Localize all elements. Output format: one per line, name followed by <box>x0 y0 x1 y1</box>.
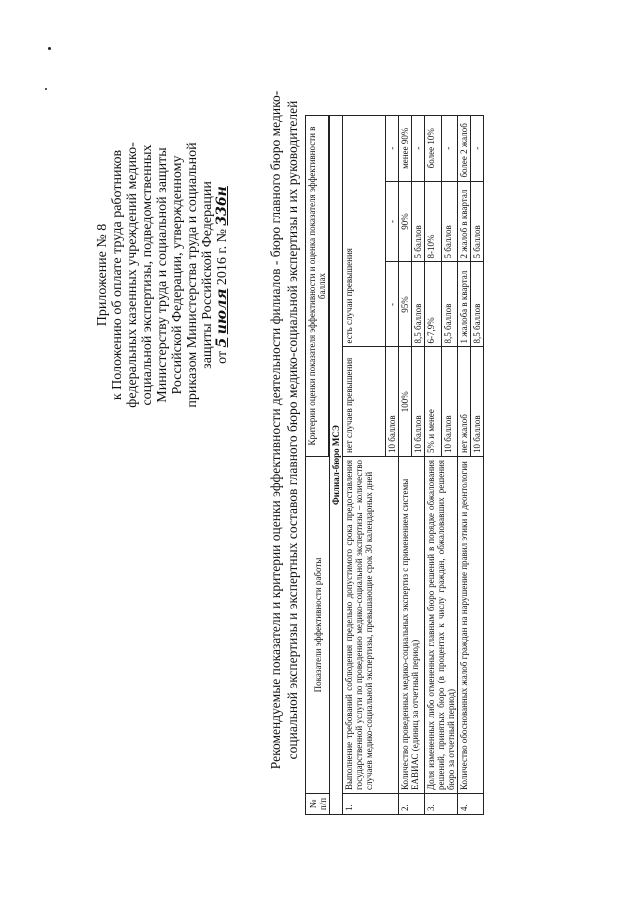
criterion-cell: есть случаи превышения <box>343 116 386 347</box>
kpi-table <box>305 115 484 815</box>
criterion-cell: 5% и менее <box>425 347 442 457</box>
score-cell: - <box>441 116 458 182</box>
appendix-text-line: приказом Министерства труда и социальной <box>185 142 200 408</box>
criterion-cell: 1 жалоба в квартал <box>458 262 471 347</box>
criterion-cell: 90% <box>399 181 412 262</box>
score-cell: 5 баллов <box>441 181 458 262</box>
header-indicator: Показатели эффективности работы <box>306 457 330 794</box>
criterion-cell: нет жалоб <box>458 347 471 457</box>
score-cell: 5 баллов <box>471 181 484 262</box>
row-num: 3. <box>425 794 458 815</box>
date-prefix: от <box>215 350 230 364</box>
title-line: Рекомендуемые показатели и критерии оценки эффективности деятельности филиалов - бюро главного бюро медико- <box>268 90 283 770</box>
row-num: 4. <box>458 794 484 815</box>
header-num: № п/п <box>306 794 330 815</box>
criterion-cell: более 2 жалоб <box>458 116 471 182</box>
order-number: 336н <box>214 186 230 226</box>
criterion-cell: 6-7,9% <box>425 262 442 347</box>
appendix-text-line: защиты Российской Федерации <box>200 181 215 369</box>
appendix-text-line: федеральных казенных учреждений медико- <box>125 142 140 408</box>
row-indicator: Доля измененных либо отмененных главным бюро решений в порядке обжалования решений, принятых бюро (в процентах к числу граждан, обжаловавших решения бюро за отчетный период) <box>425 457 458 794</box>
score-cell: 8,5 баллов <box>471 262 484 347</box>
date-month: июля <box>214 288 230 335</box>
criterion-cell: 100% <box>399 347 412 457</box>
appendix-number: Приложение № 8 <box>95 223 110 327</box>
section-title: Филиал-бюро МСЭ <box>330 116 343 815</box>
table-header-row <box>306 116 329 815</box>
row-indicator: Выполнение требований соблюдения предельно допустимого срока предоставления государственной услуги по проведению медико-социальной экспертизы – количество случаев медико-социальной экспертизы, превышающие срок 30 календарных дней <box>343 457 399 794</box>
header-criteria: Критерии оценки показателя эффективности и оценка показателя эффективности в баллах <box>306 116 329 457</box>
table-row <box>425 116 442 815</box>
row-num: 2. <box>399 794 425 815</box>
score-cell: - <box>386 116 399 182</box>
criterion-cell: более 10% <box>425 116 442 182</box>
row-indicator: Количество обоснованных жалоб граждан на нарушение правил этики и деонтологии <box>458 457 484 794</box>
appendix-text-line: Министерству труда и социальной защиты <box>155 147 170 403</box>
score-cell: - <box>386 181 399 262</box>
score-cell: 8,5 баллов <box>412 262 425 347</box>
title-line: социальной экспертизы и экспертных составов главного бюро медико-социальной экспертизы и их руководителей <box>285 100 300 760</box>
section-row <box>330 116 343 815</box>
score-cell: 10 баллов <box>441 347 458 457</box>
criterion-cell: менее 90% <box>399 116 412 182</box>
row-num: 1. <box>343 794 399 815</box>
order-date-line <box>215 115 230 435</box>
appendix-text-line: к Положению об оплате труда работников <box>110 149 125 401</box>
scan-speck <box>48 47 51 50</box>
date-day: 5 <box>214 337 230 348</box>
score-cell: 10 баллов <box>412 347 425 457</box>
scan-speck <box>45 88 47 90</box>
table-row <box>343 116 386 815</box>
row-indicator: Количество проведенных медико-социальных экспертиз с применением системы ЕАВИАС (единиц за отчетный период) <box>399 457 425 794</box>
appendix-text-line: социальной экспертизы, подведомственных <box>140 144 155 406</box>
table-row <box>458 116 471 815</box>
date-year: 2016 г. № <box>215 229 230 286</box>
criterion-cell: 8-10% <box>425 181 442 262</box>
appendix-text-line: Российской Федерации, утвержденному <box>170 155 185 395</box>
score-cell: 10 баллов <box>471 347 484 457</box>
score-cell: - <box>386 262 399 347</box>
score-cell: - <box>471 116 484 182</box>
score-cell: - <box>412 116 425 182</box>
score-cell: 5 баллов <box>412 181 425 262</box>
table-row <box>399 116 412 815</box>
score-cell: 10 баллов <box>386 347 399 457</box>
appendix-header <box>95 115 230 435</box>
criterion-cell: нет случаев превышения <box>343 347 386 457</box>
criterion-cell: 2 жалоб в квартал <box>458 181 471 262</box>
document-title <box>267 50 301 810</box>
criterion-cell: 95% <box>399 262 412 347</box>
score-cell: 8,5 баллов <box>441 262 458 347</box>
